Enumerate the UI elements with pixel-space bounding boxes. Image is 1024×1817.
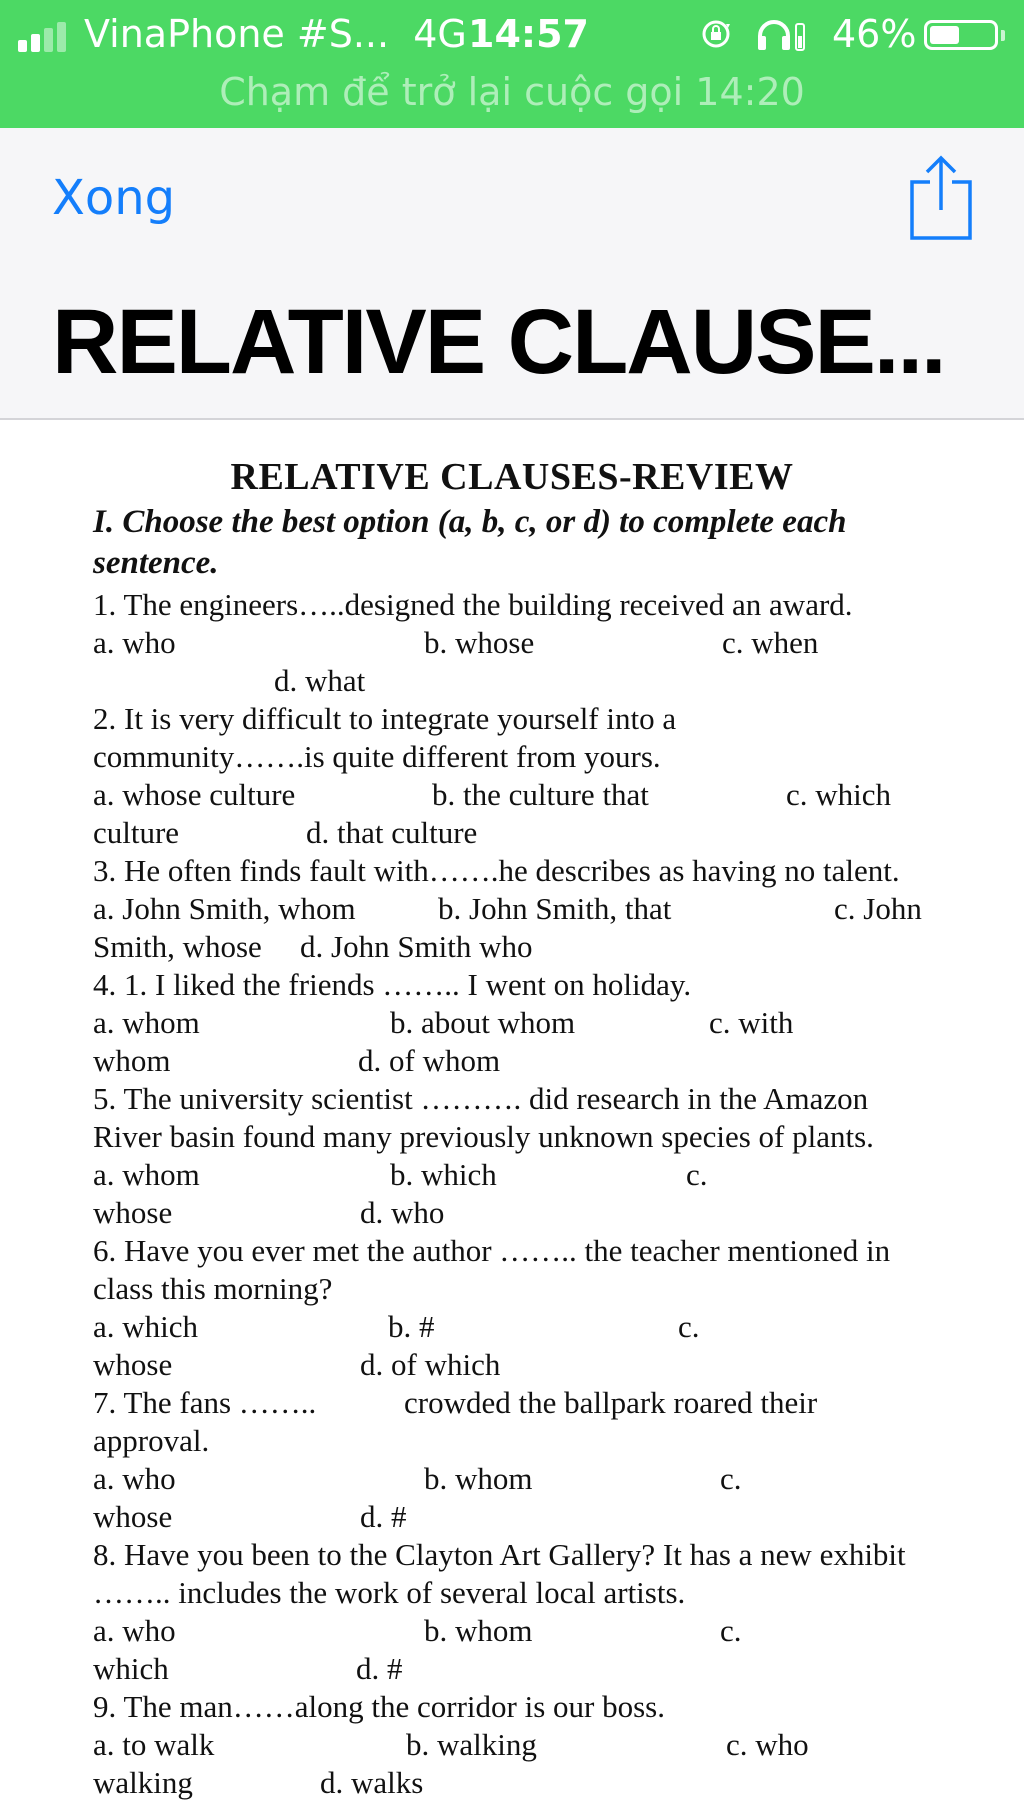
status-bar [0,0,1024,128]
q7-option-a: a. who [93,1461,176,1496]
q4-option-a: a. whom [93,1005,200,1040]
battery-icon [924,20,998,50]
network-type: 4G [413,12,467,56]
question-3-stem: 3. He often finds fault with…….he describes as having no talent. [93,853,900,888]
q9-option-d: d. walks [320,1765,424,1800]
q6-option-a: a. which [93,1309,199,1344]
q8-option-b: b. whom [424,1613,533,1648]
question-1-stem: 1. The engineers…..designed the building received an award. [93,587,853,622]
question-4-stem: 4. 1. I liked the friends …….. I went on holiday. [93,967,692,1002]
q4-option-c: c. with [709,1005,794,1040]
q6-option-d: d. of which [360,1347,501,1382]
question-7-stem: 7. The fans …….. [93,1385,317,1420]
share-icon[interactable] [908,154,974,242]
question-7-stem-cont: approval. [93,1423,210,1458]
q2-option-c-cont: culture [93,815,180,850]
q2-option-c: c. which [786,777,892,812]
q6-option-c: c. [678,1309,700,1344]
question-6-stem-cont: class this morning? [93,1271,333,1306]
q9-option-c: c. who [726,1727,809,1762]
instruction-line-2: sentence. [93,545,219,581]
q5-option-b: b. which [390,1157,497,1192]
q7-option-c-cont: whose [93,1499,173,1534]
q2-option-d: d. that culture [306,815,478,850]
q8-option-c: c. [720,1613,742,1648]
q6-option-c-cont: whose [93,1347,173,1382]
signal-icon [18,22,76,52]
q3-option-d: d. John Smith who [300,929,533,964]
question-7-stem-b: crowded the ballpark roared their [404,1385,818,1420]
q7-option-d: d. # [360,1499,407,1534]
instruction-line-1: I. Choose the best option (a, b, c, or d) to complete each [93,504,847,540]
question-5-stem-cont: River basin found many previously unknown species of plants. [93,1119,874,1154]
question-2-stem-cont: community…….is quite different from yours. [93,739,661,774]
battery-level-fill [930,26,959,44]
page-title: RELATIVE CLAUSE... [52,291,945,393]
q1-option-a: a. who [93,625,176,660]
q5-option-a: a. whom [93,1157,200,1192]
question-2-stem: 2. It is very difficult to integrate yourself into a [93,701,677,736]
q3-option-c: c. John [834,891,922,926]
document-title: RELATIVE CLAUSES-REVIEW [230,456,794,498]
headphones-icon [756,16,806,52]
battery-tip [1001,30,1005,41]
q5-option-d: d. who [360,1195,445,1230]
return-to-call-banner[interactable]: Chạm để trở lại cuộc gọi 14:20 [219,70,805,114]
q8-option-d: d. # [356,1651,403,1686]
q9-option-c-cont: walking [93,1765,193,1800]
navigation-header [0,128,1024,420]
q8-option-c-cont: which [93,1651,169,1686]
question-6-stem: 6. Have you ever met the author …….. the teacher mentioned in [93,1233,891,1268]
q4-option-b: b. about whom [390,1005,576,1040]
clock: 14:57 [468,12,589,56]
q2-option-a: a. whose culture [93,777,296,812]
q1-option-c: c. when [722,625,819,660]
question-9-stem: 9. The man……along the corridor is our boss. [93,1689,665,1724]
q7-option-b: b. whom [424,1461,533,1496]
q4-option-c-cont: whom [93,1043,171,1078]
question-8-stem-cont: …….. includes the work of several local artists. [93,1575,686,1610]
q1-option-d: d. what [274,663,366,698]
q3-option-a: a. John Smith, whom [93,891,356,926]
q3-option-c-cont: Smith, whose [93,929,262,964]
question-8-stem: 8. Have you been to the Clayton Art Gallery? It has a new exhibit [93,1537,906,1572]
done-button[interactable]: Xong [52,170,176,226]
q1-option-b: b. whose [424,625,535,660]
q5-option-c: c. [686,1157,708,1192]
q4-option-d: d. of whom [358,1043,501,1078]
q6-option-b: b. # [388,1309,435,1344]
question-5-stem: 5. The university scientist ………. did research in the Amazon [93,1081,869,1116]
q5-option-c-cont: whose [93,1195,173,1230]
q3-option-b: b. John Smith, that [438,891,672,926]
battery-percent: 46% [832,12,917,56]
q9-option-b: b. walking [406,1727,537,1762]
orientation-lock-icon [700,18,732,50]
carrier-label: VinaPhone #S... 4G [84,12,467,56]
q7-option-c: c. [720,1461,742,1496]
q8-option-a: a. who [93,1613,176,1648]
q2-option-b: b. the culture that [432,777,649,812]
q9-option-a: a. to walk [93,1727,215,1762]
document-page[interactable] [0,420,1024,1817]
